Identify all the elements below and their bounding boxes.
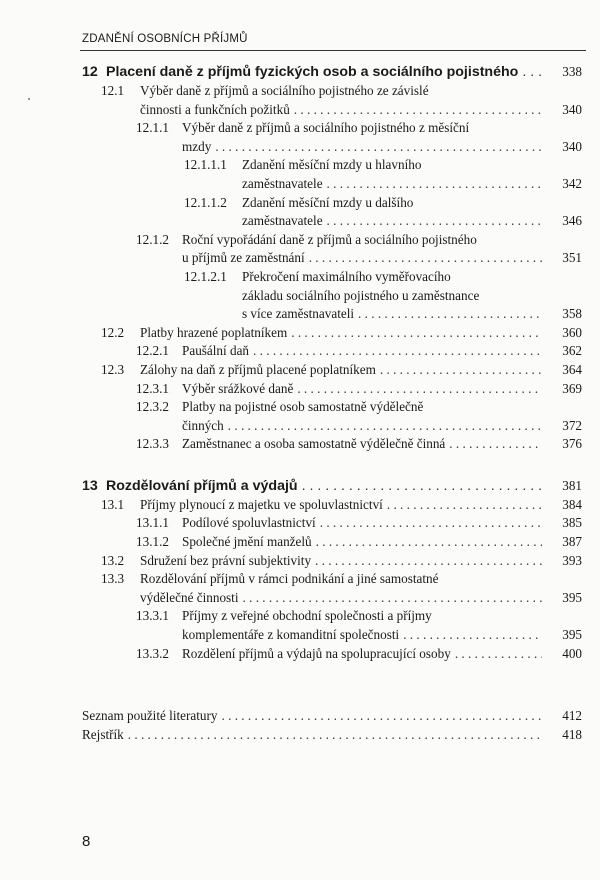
dot-leader — [294, 101, 542, 120]
dot-leader — [380, 361, 542, 380]
toc-entry[interactable] — [82, 435, 582, 454]
toc-entry-title: Platby na pojistné osob samostatně výdělečně — [182, 399, 424, 415]
toc-entry-title: Příjmy plynoucí z majetku ve spoluvlastnictví — [140, 496, 383, 512]
toc-entry-number: 13.2 — [101, 552, 125, 568]
toc-page-number: 381 — [562, 477, 582, 493]
toc-entry-title: základu sociálního pojistného u zaměstnance — [242, 287, 480, 303]
toc-entry-number: 12.1.2.1 — [184, 268, 227, 284]
toc-entry-title: zaměstnavatele — [242, 213, 323, 229]
dot-leader — [228, 417, 542, 436]
dot-leader — [215, 138, 542, 157]
toc-entry-number: 13.3 — [101, 571, 125, 587]
toc-entry-number: 12.3.1 — [136, 380, 169, 396]
toc-entry-title: u příjmů ze zaměstnání — [182, 250, 305, 266]
dot-leader — [455, 645, 542, 664]
toc-entry[interactable] — [82, 726, 582, 745]
toc-entry-number: 13.1.2 — [136, 534, 169, 550]
toc-page-number: 342 — [562, 175, 582, 191]
toc-entry[interactable] — [82, 268, 582, 324]
dot-leader — [320, 514, 542, 533]
toc-page-number: 364 — [562, 361, 582, 377]
toc-entry-title: mzdy — [182, 138, 212, 154]
header-rule — [80, 50, 586, 51]
toc-page-number: 418 — [562, 726, 582, 742]
toc-entry-title: Platby hrazené poplatníkem — [140, 324, 288, 340]
toc-entry[interactable] — [82, 119, 582, 156]
toc-entry[interactable] — [82, 707, 582, 726]
toc-entry-title: výdělečné činnosti — [140, 589, 239, 605]
toc-entry-number: 12.1.2 — [136, 231, 169, 247]
toc-entry-title: Zaměstnanec a osoba samostatně výdělečně činná — [182, 436, 446, 452]
toc-page-number: 338 — [562, 64, 582, 79]
toc-entry-number: 12.3.3 — [136, 436, 169, 452]
toc-page-number: 376 — [562, 436, 582, 452]
toc-entry-number: 13 — [82, 477, 98, 494]
toc-entry-title: Rozdělování příjmů a výdajů — [106, 477, 298, 494]
toc-entry-title: Rozdělování příjmů v rámci podnikání a jiné samostatné — [140, 571, 439, 587]
toc-entry-title: činných — [182, 417, 224, 433]
toc-entry[interactable] — [82, 82, 582, 119]
toc-entry[interactable] — [82, 380, 582, 399]
toc-entry-number: 12.3 — [101, 361, 125, 377]
toc-page-number: 340 — [562, 101, 582, 117]
toc-entry-title: Výběr daně z příjmů a sociálního pojistného ze závislé — [140, 83, 429, 98]
toc-page-number: 372 — [562, 417, 582, 433]
dot-leader — [403, 626, 542, 645]
dot-leader — [243, 589, 542, 608]
toc-entry-title: Rejstřík — [82, 726, 124, 742]
toc-entry[interactable] — [82, 342, 582, 361]
toc-entry-number: 12.2 — [101, 324, 125, 340]
toc-entry-title: Společné jmění manželů — [182, 534, 312, 550]
dot-leader — [315, 552, 542, 571]
table-of-contents — [82, 62, 582, 744]
toc-entry-title: Seznam použité literatury — [82, 708, 218, 724]
toc-entry-title: Výběr srážkové daně — [182, 380, 294, 396]
toc-entry[interactable] — [82, 231, 582, 268]
toc-page-number: 385 — [562, 515, 582, 531]
dot-leader — [222, 707, 543, 726]
toc-entry-title: zaměstnavatele — [242, 175, 323, 191]
toc-page-number: 346 — [562, 213, 582, 229]
dot-leader — [522, 62, 542, 82]
toc-entry[interactable] — [82, 645, 582, 664]
page-number: 8 — [82, 833, 91, 850]
toc-chapter[interactable] — [82, 62, 582, 82]
toc-entry-title: činnosti a funkčních požitků — [140, 101, 290, 117]
toc-entry[interactable] — [82, 514, 582, 533]
toc-entry-number: 13.1.1 — [136, 515, 169, 531]
toc-entry-title: Podílové spoluvlastnictví — [182, 515, 316, 531]
toc-entry-title: Zálohy na daň z příjmů placené poplatníkem — [140, 361, 376, 377]
toc-page-number: 340 — [562, 138, 582, 154]
toc-entry[interactable] — [82, 607, 582, 644]
dot-leader — [358, 305, 542, 324]
toc-entry-title: Výběr daně z příjmů a sociálního pojistného z měsíční — [182, 120, 470, 136]
toc-entry-title: komplementáře z komanditní společnosti — [182, 627, 400, 643]
dot-leader — [327, 175, 542, 194]
toc-entry-title: Příjmy z veřejné obchodní společnosti a příjmy — [182, 608, 432, 624]
toc-chapter[interactable] — [82, 476, 582, 496]
toc-page-number: 412 — [562, 708, 582, 724]
toc-entry-number: 12.1.1 — [136, 120, 169, 136]
toc-entry-number: 12.1.1.1 — [184, 157, 227, 173]
toc-entry-number: 12 — [82, 64, 98, 80]
toc-entry[interactable] — [82, 496, 582, 515]
toc-page-number: 395 — [562, 627, 582, 643]
dot-leader — [387, 496, 542, 515]
dot-leader — [253, 342, 542, 361]
toc-entry-title: Sdružení bez právní subjektivity — [140, 552, 312, 568]
toc-entry[interactable] — [82, 194, 582, 231]
toc-entry[interactable] — [82, 398, 582, 435]
toc-page-number: 360 — [562, 324, 582, 340]
toc-entry[interactable] — [82, 533, 582, 552]
toc-entry-title: Zdanění měsíční mzdy u hlavního — [242, 157, 422, 173]
toc-entry-title: s více zaměstnavateli — [242, 306, 355, 322]
dot-leader — [316, 533, 542, 552]
dot-leader — [449, 435, 542, 454]
toc-page-number: 387 — [562, 534, 582, 550]
running-header: ZDANĚNÍ OSOBNÍCH PŘÍJMŮ — [82, 33, 248, 45]
dot-leader — [297, 380, 542, 399]
toc-entry-number: 12.1.1.2 — [184, 194, 227, 210]
toc-page-number: 358 — [562, 306, 582, 322]
toc-entry-number: 13.3.1 — [136, 608, 169, 624]
toc-page-number: 400 — [562, 645, 582, 661]
toc-entry-title: Překročení maximálního vyměřovacího — [242, 268, 451, 284]
dot-leader — [128, 726, 542, 745]
toc-page-number: 362 — [562, 343, 582, 359]
dot-leader — [291, 324, 542, 343]
toc-entry[interactable] — [82, 552, 582, 571]
toc-entry[interactable] — [82, 324, 582, 343]
toc-page-number: 384 — [562, 496, 582, 512]
toc-entry-title: Zdanění měsíční mzdy u dalšího — [242, 194, 414, 210]
toc-page-number: 395 — [562, 589, 582, 605]
scan-speck — [28, 98, 30, 100]
toc-page-number: 369 — [562, 380, 582, 396]
toc-page-number: 351 — [562, 250, 582, 266]
toc-entry-title: Rozdělení příjmů a výdajů na spolupracující osoby — [182, 645, 451, 661]
toc-entry-title: Placení daně z příjmů fyzických osob a sociálního pojistného — [106, 64, 519, 80]
toc-page-number: 393 — [562, 552, 582, 568]
toc-entry[interactable] — [82, 156, 582, 193]
dot-leader — [302, 476, 542, 496]
toc-entry-number: 12.2.1 — [136, 343, 169, 359]
dot-leader — [309, 249, 542, 268]
toc-entry-title: Paušální daň — [182, 343, 250, 359]
dot-leader — [327, 212, 542, 231]
toc-entry[interactable] — [82, 361, 582, 380]
toc-entry-number: 12.1 — [101, 83, 125, 98]
toc-entry-number: 13.3.2 — [136, 645, 169, 661]
toc-entry[interactable] — [82, 570, 582, 607]
toc-entry-title: Roční vypořádání daně z příjmů a sociálního pojistného — [182, 231, 477, 247]
toc-entry-number: 13.1 — [101, 496, 125, 512]
toc-entry-number: 12.3.2 — [136, 399, 169, 415]
